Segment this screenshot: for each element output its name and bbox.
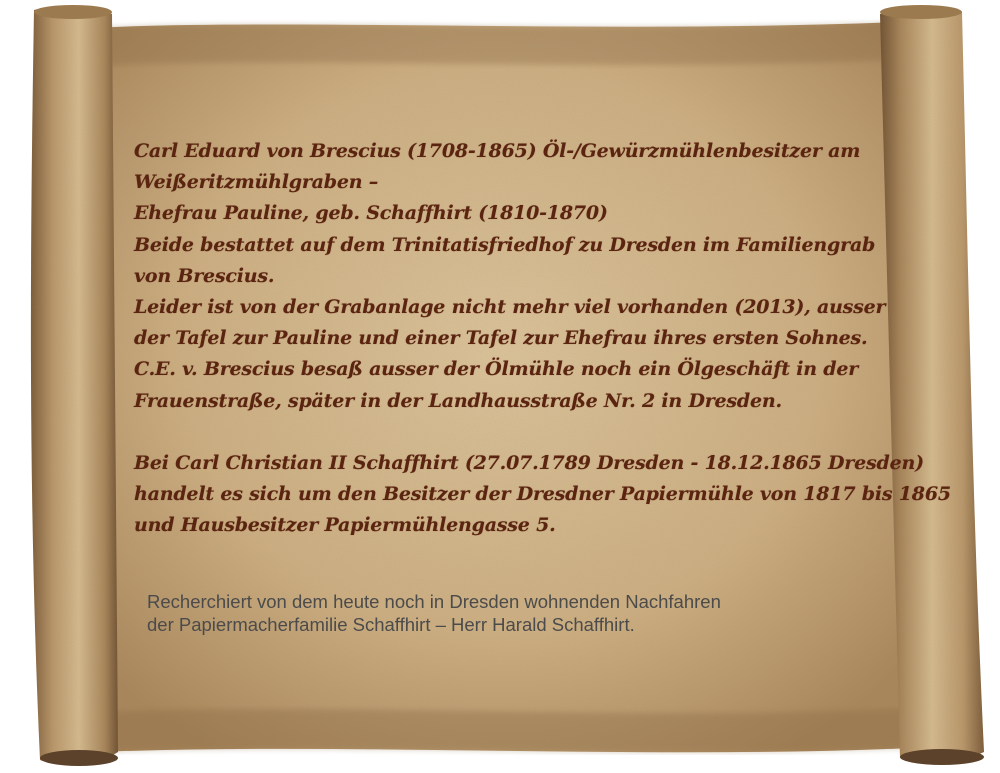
text-line: Beide bestattet auf dem Trinitatisfriedhof zu Dresden im Familiengrab <box>134 233 876 256</box>
credit-line: Recherchiert von dem heute noch in Dresden wohnenden Nachfahren <box>147 591 721 612</box>
text-line: C.E. v. Brescius besaß ausser der Ölmühle noch ein Ölgeschäft in der <box>134 358 859 381</box>
text-line: und Hausbesitzer Papiermühlengasse 5. <box>134 514 556 537</box>
text-line: Leider ist von der Grabanlage nicht mehr viel vorhanden (2013), ausser <box>134 296 886 319</box>
credit-note <box>147 590 721 636</box>
text-line: Bei Carl Christian II Schaffhirt (27.07.1789 Dresden - 18.12.1865 Dresden) <box>134 451 924 474</box>
text-line: Ehefrau Pauline, geb. Schaffhirt (1810-1870) <box>134 202 608 225</box>
paragraph-gap <box>134 417 924 448</box>
text-line: Carl Eduard von Brescius (1708-1865) Öl-/Gewürzmühlenbesitzer am <box>134 140 861 162</box>
credit-line: der Papiermacherfamilie Schaffhirt – Herr Harald Schaffhirt. <box>147 614 635 635</box>
text-line: Weißeritzmühlgraben – <box>134 171 379 194</box>
paragraph-schaffhirt <box>134 448 951 542</box>
text-line: der Tafel zur Pauline und einer Tafel zur Ehefrau ihres ersten Sohnes. <box>134 327 868 350</box>
text-line: von Brescius. <box>134 264 275 287</box>
left-scroll-roll <box>31 5 118 766</box>
text-line: Frauenstraße, später in der Landhausstraße Nr. 2 in Dresden. <box>134 389 782 412</box>
text-line: handelt es sich um den Besitzer der Dresdner Papiermühle von 1817 bis 1865 <box>134 483 951 506</box>
paragraph-brescius <box>134 136 924 417</box>
scroll-text <box>134 136 951 541</box>
